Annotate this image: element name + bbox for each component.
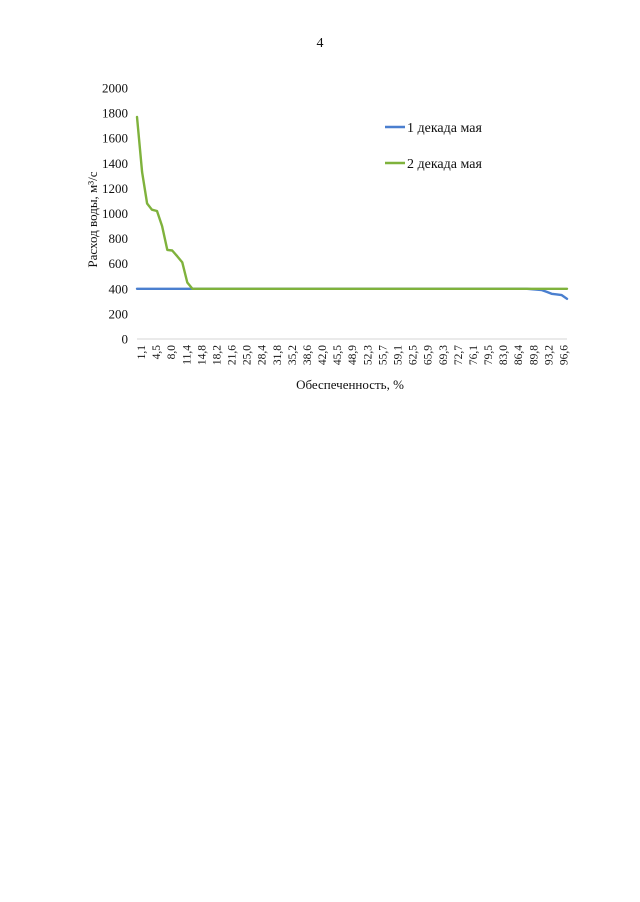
x-tick-label: 21,6: [226, 345, 239, 366]
y-tick-label: 1600: [102, 130, 128, 146]
x-axis-title: Обеспеченность, %: [296, 377, 404, 392]
x-tick-label: 59,1: [392, 345, 405, 366]
y-tick-label: 400: [108, 281, 128, 297]
x-tick-label: 55,7: [377, 345, 390, 366]
x-tick-label: 79,5: [483, 345, 496, 366]
x-tick-label: 69,3: [437, 345, 450, 366]
legend: [385, 121, 482, 172]
x-tick-label: 1,1: [136, 345, 148, 360]
y-tick-label: 1400: [102, 155, 128, 171]
y-tick-label: 200: [108, 306, 128, 322]
y-tick-label: 800: [108, 231, 128, 247]
x-tick-label: 45,5: [332, 345, 345, 366]
x-tick-label: 83,0: [498, 345, 511, 366]
x-tick-label: 48,9: [347, 345, 360, 366]
series-line-2: [137, 117, 567, 289]
x-tick-label: 35,2: [286, 345, 299, 366]
x-tick-label: 62,5: [407, 345, 420, 366]
x-tick-label: 18,2: [211, 345, 224, 366]
series-line-1: [137, 289, 567, 299]
x-tick-label: 76,1: [467, 345, 480, 366]
series-lines: [137, 117, 567, 299]
x-tick-label: 65,9: [422, 345, 435, 366]
legend-label-1: 1 декада мая: [407, 121, 482, 136]
x-tick-label: 25,0: [241, 345, 254, 366]
x-tick-label: 38,6: [301, 345, 314, 366]
x-tick-label: 72,7: [452, 345, 465, 366]
x-tick-label: 11,4: [181, 345, 194, 365]
x-tick-label: 8,0: [166, 345, 179, 360]
x-tick-label: 14,8: [196, 345, 209, 366]
x-tick-label: 86,4: [513, 345, 526, 366]
x-tick-label: 4,5: [151, 345, 164, 360]
y-tick-label: 600: [108, 256, 128, 272]
y-tick-label: 1200: [102, 180, 128, 196]
y-tick-label: 1800: [102, 105, 128, 121]
x-tick-label: 89,8: [528, 345, 541, 366]
y-tick-label: 0: [121, 331, 128, 347]
x-tick-label: 93,2: [543, 345, 556, 366]
x-tick-label: 42,0: [317, 345, 330, 366]
y-axis-ticks: [102, 81, 128, 347]
x-tick-label: 52,3: [362, 345, 375, 366]
y-tick-label: 1000: [102, 206, 128, 221]
y-axis-title: Расход воды, м³/с: [85, 171, 100, 268]
x-axis-ticks: [136, 345, 570, 365]
x-tick-label: 31,8: [271, 345, 284, 366]
legend-label-2: 2 декада мая: [407, 157, 482, 172]
x-tick-label: 96,6: [558, 345, 571, 366]
x-tick-label: 28,4: [256, 345, 269, 366]
page-number: 4: [316, 36, 324, 51]
y-tick-label: 2000: [102, 80, 128, 96]
